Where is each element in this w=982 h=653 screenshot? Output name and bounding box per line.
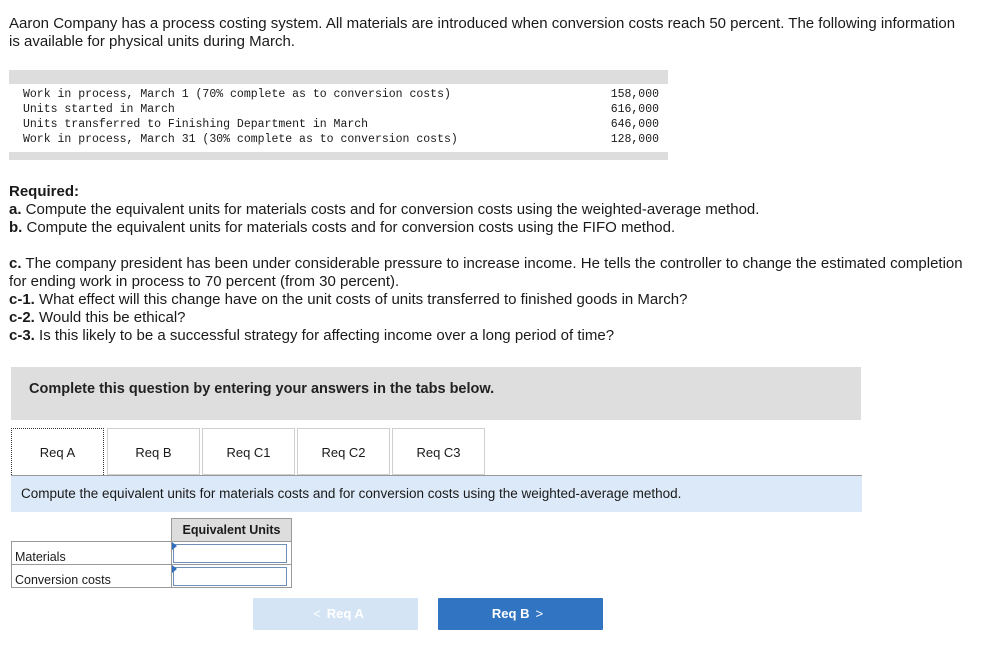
info-row [23, 132, 659, 147]
info-table-top-bar [9, 70, 668, 84]
equivalent-units-header: Equivalent Units [172, 519, 292, 542]
tab-req-c2[interactable]: Req C2 [297, 428, 390, 475]
intro-text: Aaron Company has a process costing system. All materials are introduced when conversion costs reach 50 percent. The following information is available for physical units during March. [9, 15, 956, 50]
tab-req-c1[interactable]: Req C1 [202, 428, 295, 475]
next-button-label: Req B [491, 606, 530, 621]
info-row-value: 616,000 [610, 103, 659, 116]
info-row-value: 646,000 [610, 118, 659, 131]
info-row-label: Units started in March [23, 103, 175, 116]
materials-equivalent-units-input[interactable] [173, 544, 287, 563]
info-row [23, 87, 659, 102]
tab-instruction-text: Compute the equivalent units for materials costs and for conversion costs using the weighted-average method. [21, 486, 682, 501]
info-row-label: Work in process, March 31 (30% complete as to conversion costs) [23, 133, 458, 146]
tab-req-a[interactable]: Req A [11, 428, 104, 475]
requirement-c1: c-1. What effect will this change have on the unit costs of units transferred to finished goods in March? [9, 291, 688, 308]
chevron-left-icon: < [313, 606, 321, 621]
materials-cell [172, 542, 292, 565]
info-row-value: 158,000 [610, 88, 659, 101]
spacer [9, 237, 969, 255]
answer-table [11, 518, 292, 588]
requirement-c: c. The company president has been under considerable pressure to increase income. He tells the controller to change the estimated completion for ending work in process to 70 percent (from 30 percent). [9, 255, 963, 290]
info-row-value: 128,000 [610, 133, 659, 146]
info-table [9, 70, 668, 160]
complete-instructions-text: Complete this question by entering your answers in the tabs below. [29, 381, 495, 397]
conversion-cell [172, 565, 292, 588]
requirement-b: b. Compute the equivalent units for materials costs and for conversion costs using the FIFO method. [9, 219, 676, 236]
prev-button[interactable] [253, 598, 418, 630]
next-button[interactable] [438, 598, 603, 630]
row-label-conversion: Conversion costs [12, 565, 172, 588]
required-heading: Required: [9, 183, 80, 200]
requirements [9, 183, 969, 345]
header-blank-cell [12, 519, 172, 542]
input-marker-icon [172, 542, 177, 550]
info-row-label: Work in process, March 1 (70% complete as to conversion costs) [23, 88, 451, 101]
requirement-c2: c-2. Would this be ethical? [9, 309, 186, 326]
requirement-c3: c-3. Is this likely to be a successful strategy for affecting income over a long period of time? [9, 327, 615, 344]
info-table-bottom-bar [9, 152, 668, 160]
requirement-a: a. Compute the equivalent units for materials costs and for conversion costs using the weighted-average method. [9, 201, 760, 218]
row-label-materials: Materials [12, 542, 172, 565]
conversion-equivalent-units-input[interactable] [173, 567, 287, 586]
input-marker-icon [172, 565, 177, 573]
tab-instruction-banner [11, 476, 862, 512]
info-row-label: Units transferred to Finishing Department in March [23, 118, 369, 131]
chevron-right-icon: > [535, 606, 544, 621]
tab-req-c3[interactable]: Req C3 [392, 428, 485, 475]
tab-req-b[interactable]: Req B [107, 428, 200, 475]
info-row [23, 102, 659, 117]
prev-button-label: Req A [326, 606, 364, 621]
complete-instructions-banner [11, 367, 861, 420]
info-row [23, 117, 659, 132]
